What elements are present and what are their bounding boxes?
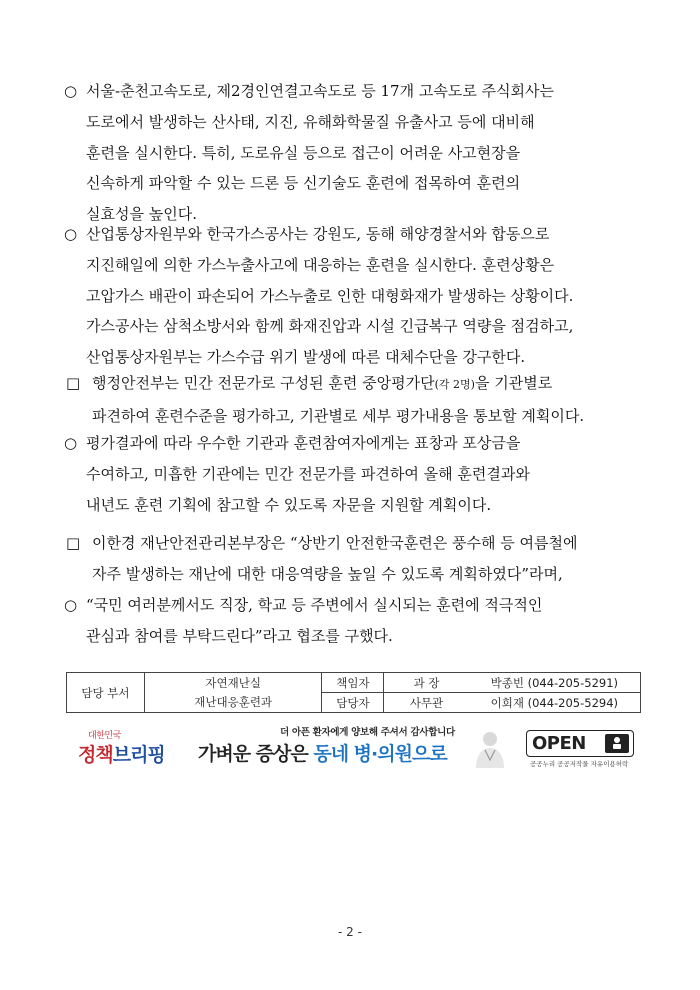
text-segment: 행정안전부는 민간 전문가로 구성된 훈련 중앙평가단	[92, 374, 435, 392]
open-license-caption: 공공누리 공공저작물 자유이용허락	[530, 760, 629, 768]
doctor-illustration-icon	[473, 730, 507, 768]
text-line: 산업통상자원부는 가스수급 위기 발생에 따른 대체수단을 강구한다.	[86, 348, 526, 367]
paragraph-expressway-drill	[64, 76, 640, 230]
title-cell: 사무관	[384, 693, 469, 713]
text-segment: 을 기관별로	[474, 374, 553, 392]
campaign-subtitle: 더 아픈 환자에게 양보해 주셔서 감사합니다	[280, 727, 455, 738]
person-cell: 박종빈 (044-205-5291)	[469, 673, 641, 693]
campaign-banner	[198, 724, 498, 772]
campaign-title-dark: 가벼운 증상은	[198, 743, 314, 765]
role-cell: 담당자	[322, 693, 384, 713]
open-license-mark	[526, 730, 636, 770]
campaign-title-blue: 동네 병·의원으로	[313, 743, 447, 765]
text-line: 파견하여 훈련수준을 평가하고, 기관별로 세부 평가내용을 통보할 계획이다.	[92, 406, 585, 425]
dept-cell: 자연재난실	[144, 673, 322, 693]
square-bullet-icon: □	[66, 534, 81, 552]
paragraph-awards	[64, 428, 640, 520]
dept-label-cell: 담당 부서	[67, 673, 145, 713]
page-number: - 2 -	[338, 925, 362, 939]
circle-bullet-icon: ○	[64, 434, 78, 452]
attribution-badge-icon	[605, 734, 629, 753]
role-cell: 책임자	[322, 673, 384, 693]
footer-banner	[66, 724, 641, 772]
square-bullet-icon: □	[66, 374, 81, 392]
text-line: 평가결과에 따라 우수한 기관과 훈련참여자에게는 표창과 포상금을	[86, 434, 521, 452]
text-line: 가스공사는 삼척소방서와 함께 화재진압과 시설 긴급복구 역량을 점검하고,	[86, 317, 574, 336]
paragraph-director-quote	[66, 528, 640, 590]
open-license-word: OPEN	[532, 733, 586, 754]
text-line: “국민 여러분께서도 직장, 학교 등 주변에서 실시되는 훈련에 적극적인	[86, 596, 543, 614]
circle-bullet-icon: ○	[64, 82, 78, 100]
text-line: 내년도 훈련 기획에 참고할 수 있도록 자문을 지원할 계획이다.	[86, 495, 492, 514]
table-row	[67, 673, 641, 693]
text-line: 자주 발생하는 재난에 대한 대응역량을 높일 수 있도록 계획하였다”라며,	[92, 564, 563, 583]
text-line: 산업통상자원부와 한국가스공사는 강원도, 동해 해양경찰서와 합동으로	[86, 225, 550, 243]
text-line: 실효성을 높인다.	[86, 205, 197, 224]
circle-bullet-icon: ○	[64, 225, 78, 243]
logo-word-red: 정책	[78, 744, 113, 766]
policy-briefing-logo	[78, 728, 188, 768]
person-cell: 이희재 (044-205-5294)	[469, 693, 641, 713]
table-row	[67, 693, 641, 713]
dept-cell: 재난대응훈련과	[144, 693, 322, 713]
contact-table	[66, 672, 641, 713]
logo-word-blue: 브리핑	[112, 744, 165, 766]
text-line: 수여하고, 미흡한 기관에는 민간 전문가를 파견하여 올해 훈련결과와	[86, 464, 530, 483]
logo-wordmark	[78, 740, 165, 767]
text-line: 지진해일에 의한 가스누출사고에 대응하는 훈련을 실시한다. 훈련상황은	[86, 255, 555, 274]
text-line: 서울-춘천고속도로, 제2경인연결고속도로 등 17개 고속도로 주식회사는	[86, 82, 555, 100]
text-line: 훈련을 실시한다. 특히, 도로유실 등으로 접근이 어려운 사고현장을	[86, 143, 521, 162]
campaign-title	[198, 739, 447, 766]
logo-caption: 대한민국	[88, 731, 121, 741]
text-segment-small: (각 2명)	[434, 378, 475, 391]
paragraph-public-request	[64, 590, 640, 652]
circle-bullet-icon: ○	[64, 596, 78, 614]
text-line: 이한경 재난안전관리본부장은 “상반기 안전한국훈련은 풍수해 등 여름철에	[92, 534, 578, 552]
text-line: 고압가스 배관이 파손되어 가스누출로 인한 대형화재가 발생하는 상황이다.	[86, 286, 574, 305]
paragraph-gas-leak-drill	[64, 219, 640, 373]
paragraph-evaluation-team	[66, 368, 640, 432]
title-cell: 과 장	[384, 673, 469, 693]
text-line: 도로에서 발생하는 산사태, 지진, 유해화학물질 유출사고 등에 대비해	[86, 112, 535, 131]
text-line: 관심과 참여를 부탁드린다”라고 협조를 구했다.	[86, 626, 393, 645]
text-line	[92, 368, 640, 401]
open-license-box	[526, 730, 634, 757]
text-line: 신속하게 파악할 수 있는 드론 등 신기술도 훈련에 접목하여 훈련의	[86, 174, 521, 193]
